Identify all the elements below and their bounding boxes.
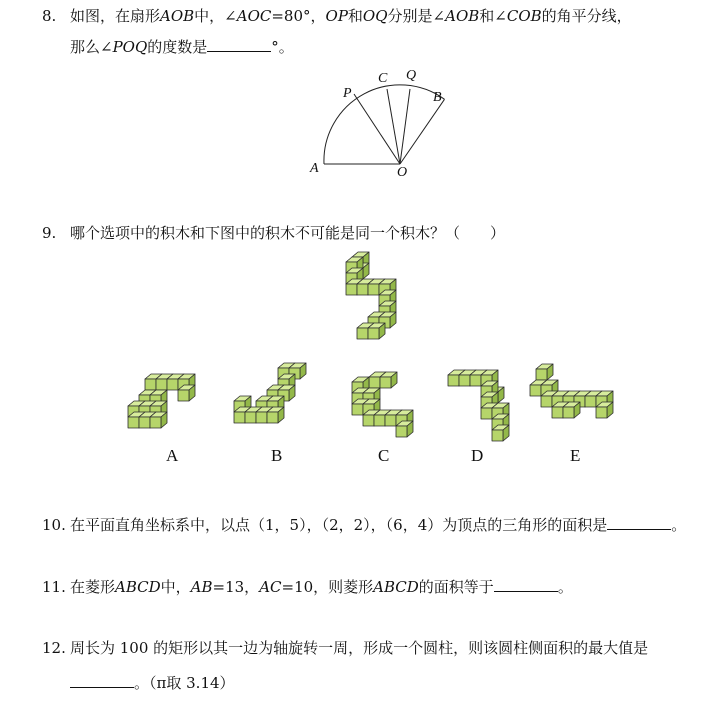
- option-A-label[interactable]: A: [166, 446, 179, 465]
- option-A-block: [128, 374, 195, 428]
- text: 如图，在扇形: [70, 7, 161, 25]
- option-A-block-cube-0-front: [145, 379, 156, 390]
- option-D-block-cube-1-front: [448, 375, 459, 386]
- option-E-block: [530, 364, 613, 418]
- option-D-block: [448, 370, 509, 441]
- option-E-block-cube-10-front: [563, 407, 574, 418]
- answer-blank[interactable]: [607, 515, 671, 530]
- option-E-block-cube-11-front: [596, 407, 607, 418]
- label-Q: Q: [406, 68, 417, 83]
- option-C-block: [352, 372, 413, 437]
- label-A: A: [310, 161, 319, 176]
- math-var: AOC: [236, 7, 272, 25]
- text: 。（π取 3.14）: [134, 674, 235, 692]
- label-C: C: [378, 71, 388, 86]
- text: =10，则菱形: [281, 578, 374, 596]
- option-D-block-cube-3-front: [470, 375, 481, 386]
- text: 的角平分线，: [541, 7, 632, 25]
- text: =80°，: [271, 7, 326, 25]
- block-figures: [0, 240, 721, 450]
- question-number: 10.: [42, 516, 66, 534]
- text: 那么∠: [70, 38, 113, 56]
- option-B-label[interactable]: B: [271, 446, 283, 465]
- option-E-block-cube-7-front: [585, 396, 596, 407]
- option-D-block-cube-7-front: [481, 408, 492, 419]
- question-text: 哪个选项中的积木和下图中的积木不可能是同一个积木？（ ）: [70, 224, 506, 242]
- option-D-block-cube-10-front: [492, 430, 503, 441]
- option-E-block-cube-1-front: [530, 385, 541, 396]
- option-B-block-cube-8-front: [234, 412, 245, 423]
- text: 和: [347, 7, 363, 25]
- text: 在菱形: [70, 578, 116, 596]
- option-B-block-cube-11-front: [267, 412, 278, 423]
- reference-block-cube-12-front: [357, 328, 368, 339]
- math-var: AC: [259, 578, 282, 596]
- reference-block-cube-5-front: [357, 284, 368, 295]
- option-E-block-cube-0-front: [536, 369, 547, 380]
- option-B-block-cube-10-front: [256, 412, 267, 423]
- math-var: OQ: [362, 7, 388, 25]
- question-text: 在平面直角坐标系中，以点（1，5），（2，2），（6，4）为顶点的三角形的面积是: [70, 516, 608, 534]
- question-number: 9.: [42, 224, 57, 242]
- option-C-block-cube-0-front: [369, 377, 380, 388]
- option-C-block-cube-11-front: [396, 426, 407, 437]
- option-A-block-cube-12-front: [150, 417, 161, 428]
- option-A-block-cube-11-front: [139, 417, 150, 428]
- question-number: 12.: [42, 639, 66, 657]
- option-D-label[interactable]: D: [471, 446, 484, 465]
- option-C-block-cube-1-front: [380, 377, 391, 388]
- label-O: O: [397, 165, 408, 180]
- math-var: AB: [190, 578, 213, 596]
- question-12-line-2: [70, 672, 235, 694]
- answer-blank[interactable]: [70, 673, 134, 688]
- answer-blank[interactable]: [207, 37, 271, 52]
- text: =13，: [212, 578, 260, 596]
- option-C-block-cube-9-front: [385, 415, 396, 426]
- question-8-line-2: [70, 36, 294, 58]
- option-C-block-cube-8-front: [374, 415, 385, 426]
- question-number: 11.: [42, 578, 66, 596]
- reference-block-cube-4-front: [346, 284, 357, 295]
- label-B: B: [433, 90, 442, 105]
- math-var: OP: [325, 7, 348, 25]
- segment-OP: [354, 94, 400, 164]
- question-12-line-1: [42, 637, 648, 659]
- option-C-block-cube-5-front: [352, 404, 363, 415]
- option-B-block: [234, 363, 306, 423]
- math-var: POQ: [112, 38, 148, 56]
- text: 中，∠: [194, 7, 237, 25]
- text: 和∠: [479, 7, 507, 25]
- label-P: P: [343, 86, 352, 101]
- question-11: [42, 576, 573, 598]
- math-var: ABCD: [373, 578, 419, 596]
- option-B-block-cube-9-front: [245, 412, 256, 423]
- reference-block: [346, 252, 396, 339]
- math-var: AOB: [160, 7, 195, 25]
- reference-block-cube-13-front: [368, 328, 379, 339]
- option-E-block-cube-9-front: [552, 407, 563, 418]
- question-number: 8.: [42, 7, 57, 25]
- option-C-block-cube-7-front: [363, 415, 374, 426]
- segment-OB: [400, 99, 445, 164]
- segment-OC: [387, 89, 400, 164]
- answer-blank[interactable]: [494, 577, 558, 592]
- math-var: COB: [506, 7, 542, 25]
- option-E-label[interactable]: E: [570, 446, 581, 465]
- text: 。: [557, 578, 573, 596]
- text: 分别是∠: [387, 7, 446, 25]
- option-C-label[interactable]: C: [378, 446, 390, 465]
- sector-figure: [300, 62, 460, 182]
- segment-OQ: [400, 89, 410, 164]
- text: 的度数是: [147, 38, 208, 56]
- math-var: AOB: [445, 7, 480, 25]
- question-10: [42, 514, 686, 536]
- option-D-block-cube-2-front: [459, 375, 470, 386]
- text: 的面积等于: [418, 578, 494, 596]
- question-8-line-1: [42, 5, 632, 27]
- reference-block-cube-6-front: [368, 284, 379, 295]
- text: 中，: [160, 578, 191, 596]
- option-E-block-cube-3-front: [541, 396, 552, 407]
- text: °。: [271, 38, 294, 56]
- option-A-block-cube-10-front: [128, 417, 139, 428]
- option-A-block-cube-2-front: [167, 379, 178, 390]
- option-A-block-cube-1-front: [156, 379, 167, 390]
- math-var: ABCD: [115, 578, 161, 596]
- text: 。: [671, 516, 687, 534]
- question-text: 周长为 100 的矩形以其一边为轴旋转一周，形成一个圆柱，则该圆柱侧面积的最大值是: [70, 639, 649, 657]
- option-A-block-cube-4-front: [178, 390, 189, 401]
